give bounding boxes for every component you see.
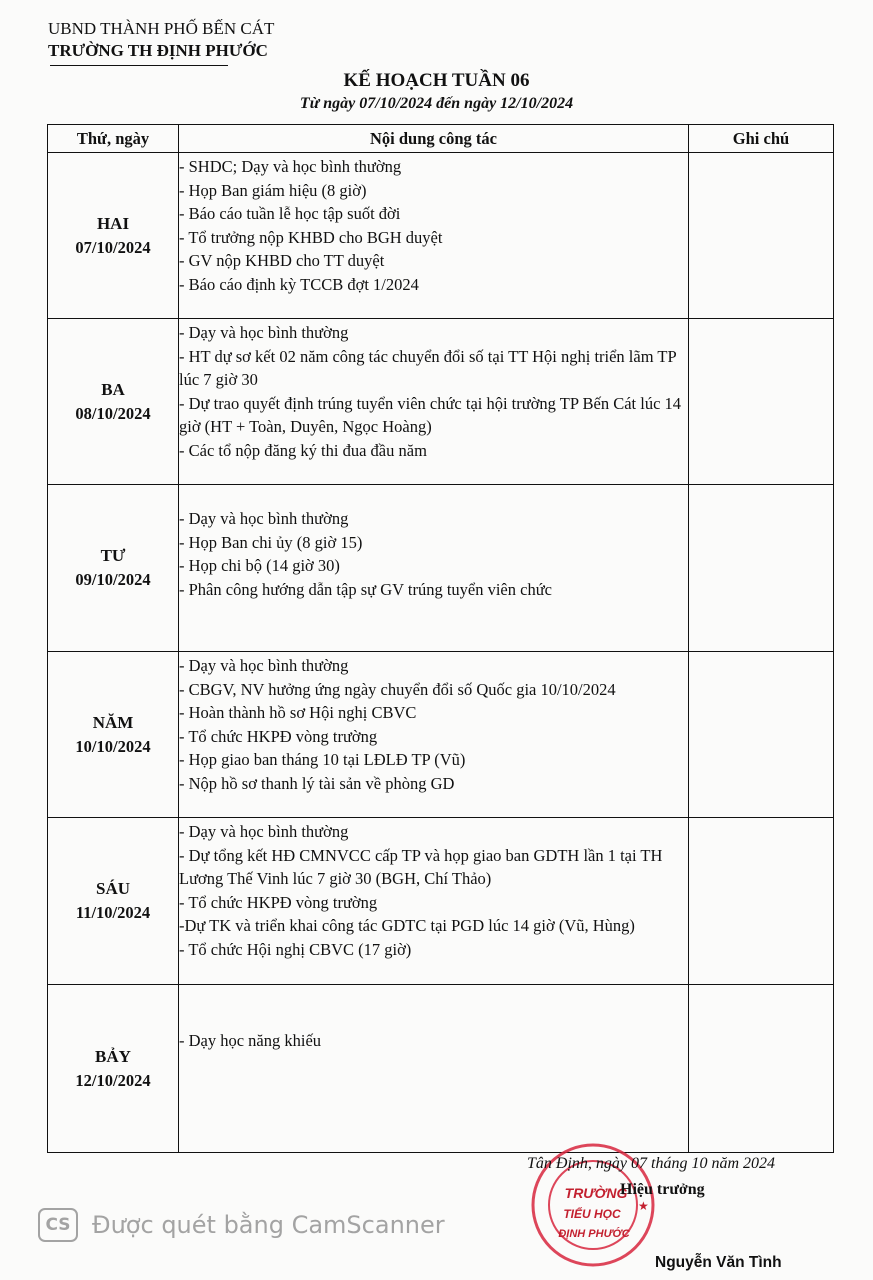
task-item: - Dạy và học bình thường	[179, 323, 349, 342]
weekday-label: HAI	[96, 213, 130, 233]
task-item: -Dự TK và triển khai công tác GDTC tại PGD lúc 14 giờ (Vũ, Hùng)	[179, 916, 635, 935]
document-title: KẾ HOẠCH TUẦN 06	[343, 70, 530, 91]
table-row	[48, 818, 834, 985]
school-name: TRƯỜNG TH ĐỊNH PHƯỚC	[48, 41, 268, 60]
content-cell	[179, 319, 689, 485]
task-item: - Họp giao ban tháng 10 tại LĐLĐ TP (Vũ)	[179, 750, 466, 769]
task-item: - Dạy và học bình thường	[179, 509, 349, 528]
table-row	[48, 153, 834, 319]
weekday-label: BẢY	[95, 1046, 131, 1066]
stamp-line-3: ĐỊNH PHƯỚC	[558, 1228, 630, 1240]
stamp-line-2: TIỂU HỌC	[563, 1207, 621, 1221]
day-cell	[48, 652, 179, 818]
weekday-label: SÁU	[95, 879, 130, 898]
content-cell	[179, 985, 689, 1153]
weekday-label: NĂM	[92, 712, 134, 732]
signature-role: Hiệu trưởng	[620, 1181, 705, 1198]
date-label: 12/10/2024	[75, 1070, 151, 1090]
table-row	[48, 652, 834, 818]
organization-name: UBND THÀNH PHỐ BẾN CÁT	[48, 19, 275, 38]
task-item: - GV nộp KHBD cho TT duyệt	[179, 251, 385, 270]
notes-cell	[689, 652, 834, 818]
table-row	[48, 485, 834, 652]
task-item: - Báo cáo định kỳ TCCB đợt 1/2024	[179, 274, 419, 294]
table-header-row	[48, 125, 834, 153]
task-item: - Tổ chức HKPĐ vòng trường	[179, 726, 378, 746]
date-label: 07/10/2024	[75, 237, 151, 257]
task-item: - HT dự sơ kết 02 năm công tác chuyển đổi số tại TT Hội nghị triển lãm TP lúc 7 giờ 30	[179, 346, 677, 389]
task-item: - Dạy và học bình thường	[179, 822, 349, 841]
camscanner-logo-icon: CS	[38, 1208, 78, 1242]
day-cell	[48, 153, 179, 319]
notes-cell	[689, 485, 834, 652]
task-item: - Dự trao quyết định trúng tuyển viên chức tại hội trường TP Bến Cát lúc 14 giờ (HT + Toàn, Duyên, Ngọc Hoàng)	[179, 393, 682, 436]
task-item: - Họp chi bộ (14 giờ 30)	[179, 556, 340, 575]
weekday-label: BA	[101, 379, 125, 399]
notes-cell	[689, 153, 834, 319]
day-cell	[48, 485, 179, 652]
task-item: - Nộp hồ sơ thanh lý tài sản về phòng GD	[179, 773, 455, 793]
task-item: - Phân công hướng dẫn tập sự GV trúng tuyển viên chức	[179, 579, 552, 599]
task-item: - Tổ chức Hội nghị CBVC (17 giờ)	[179, 939, 412, 959]
date-label: 08/10/2024	[75, 403, 151, 423]
column-header-notes: Ghi chú	[689, 125, 834, 153]
camscanner-watermark	[38, 1208, 445, 1242]
task-item: - CBGV, NV hưởng ứng ngày chuyển đổi số Quốc gia 10/10/2024	[179, 679, 616, 699]
task-item: - Tổ trưởng nộp KHBD cho BGH duyệt	[179, 227, 443, 247]
task-item: - Báo cáo tuần lễ học tập suốt đời	[179, 204, 401, 223]
date-label: 09/10/2024	[75, 570, 151, 589]
stamp-star-icon: ★	[638, 1199, 649, 1213]
signature-place-date: Tân Định, ngày 07 tháng 10 năm 2024	[527, 1155, 775, 1172]
content-cell	[179, 818, 689, 985]
content-cell	[179, 485, 689, 652]
signature-name: Nguyễn Văn Tình	[655, 1254, 782, 1271]
weekly-plan-table	[47, 124, 834, 1153]
task-item: - Dạy học năng khiếu	[179, 1031, 322, 1050]
day-cell	[48, 818, 179, 985]
table-row	[48, 319, 834, 485]
task-item: - Họp Ban giám hiệu (8 giờ)	[179, 180, 367, 200]
task-item: - Họp Ban chi ủy (8 giờ 15)	[179, 532, 363, 552]
date-label: 10/10/2024	[75, 736, 151, 756]
task-item: - Dự tổng kết HĐ CMNVCC cấp TP và họp giao ban GDTH lần 1 tại TH Lương Thế Vinh lúc 7 giờ 30 (BGH, Chí Thảo)	[179, 845, 663, 888]
document-header	[48, 18, 274, 66]
watermark-text: Được quét bằng CamScanner	[92, 1211, 445, 1239]
notes-cell	[689, 319, 834, 485]
notes-cell	[689, 985, 834, 1153]
day-cell	[48, 985, 179, 1153]
task-item: - Hoàn thành hồ sơ Hội nghị CBVC	[179, 703, 417, 722]
task-item: - Các tổ nộp đăng ký thi đua đầu năm	[179, 440, 427, 460]
day-cell	[48, 319, 179, 485]
notes-cell	[689, 818, 834, 985]
task-item: - Dạy và học bình thường	[179, 656, 349, 675]
date-label: 11/10/2024	[75, 903, 151, 922]
task-item: - SHDC; Dạy và học bình thường	[179, 157, 402, 176]
header-underline	[50, 65, 228, 66]
weekday-label: TƯ	[100, 546, 126, 565]
content-cell	[179, 153, 689, 319]
stamp-line-1: TRƯỜNG	[564, 1185, 628, 1201]
date-range: Từ ngày 07/10/2024 đến ngày 12/10/2024	[299, 95, 574, 112]
task-item: - Tổ chức HKPĐ vòng trường	[179, 892, 378, 912]
table-row	[48, 985, 834, 1153]
column-header-content: Nội dung công tác	[179, 125, 689, 153]
content-cell	[179, 652, 689, 818]
column-header-day: Thứ, ngày	[48, 125, 179, 153]
